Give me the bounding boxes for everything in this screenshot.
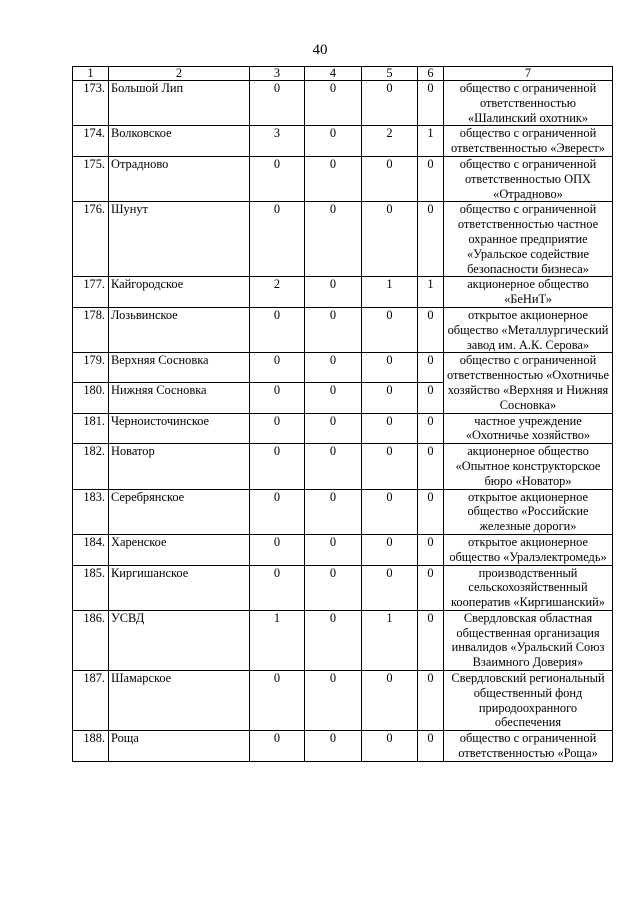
col5-value: 0 (362, 565, 418, 610)
organization: открытое акционерное общество «Металлургический завод им. А.К. Серова» (444, 307, 613, 352)
table-row (73, 156, 613, 201)
table-row (73, 565, 613, 610)
col3-value: 0 (250, 489, 305, 534)
col4-value: 0 (305, 277, 362, 308)
col5-value: 0 (362, 489, 418, 534)
table-row (73, 489, 613, 534)
organization: общество с ограниченной ответственностью «Эверест» (444, 126, 613, 157)
col6-value: 0 (418, 671, 444, 731)
ground-name: Шамарское (109, 671, 250, 731)
ground-name: Новатор (109, 444, 250, 489)
header-row (73, 67, 613, 81)
col5-value: 0 (362, 671, 418, 731)
ground-name: Верхняя Сосновка (109, 353, 250, 383)
col3-value: 0 (250, 353, 305, 383)
table-row (73, 534, 613, 565)
table-row (73, 307, 613, 352)
organization: акционерное общество «Опытное конструкторское бюро «Новатор» (444, 444, 613, 489)
col6-value: 0 (418, 489, 444, 534)
col3-value: 0 (250, 671, 305, 731)
row-number: 185. (73, 565, 109, 610)
organization: общество с ограниченной ответственностью ОПХ «Отрадново» (444, 156, 613, 201)
col4-value: 0 (305, 534, 362, 565)
col5-value: 0 (362, 307, 418, 352)
col3-value: 2 (250, 277, 305, 308)
col4-value: 0 (305, 353, 362, 383)
ground-name: Серебрянское (109, 489, 250, 534)
col4-value: 0 (305, 383, 362, 413)
ground-name: Шунут (109, 202, 250, 277)
hunting-grounds-table (72, 66, 613, 762)
ground-name: Большой Лип (109, 81, 250, 126)
organization: общество с ограниченной ответственностью «Шалинский охотник» (444, 81, 613, 126)
row-number: 181. (73, 413, 109, 444)
ground-name: УСВД (109, 610, 250, 670)
col3-value: 0 (250, 731, 305, 762)
row-number: 173. (73, 81, 109, 126)
col6-value: 0 (418, 444, 444, 489)
organization: акционерное общество «БеНиТ» (444, 277, 613, 308)
col3-value: 0 (250, 383, 305, 413)
organization: Свердловский региональный общественный фонд природоохранного обеспечения (444, 671, 613, 731)
col6-value: 0 (418, 610, 444, 670)
ground-name: Харенское (109, 534, 250, 565)
table-row (73, 126, 613, 157)
organization: открытое акционерное общество «Российские железные дороги» (444, 489, 613, 534)
row-number: 175. (73, 156, 109, 201)
col6-value: 0 (418, 202, 444, 277)
column-header: 7 (444, 67, 613, 81)
row-number: 186. (73, 610, 109, 670)
col6-value: 0 (418, 353, 444, 383)
col3-value: 0 (250, 202, 305, 277)
col6-value: 0 (418, 383, 444, 413)
col3-value: 0 (250, 565, 305, 610)
col5-value: 0 (362, 413, 418, 444)
col4-value: 0 (305, 413, 362, 444)
col4-value: 0 (305, 156, 362, 201)
col6-value: 0 (418, 81, 444, 126)
col4-value: 0 (305, 202, 362, 277)
row-number: 187. (73, 671, 109, 731)
col5-value: 0 (362, 156, 418, 201)
table-row (73, 610, 613, 670)
table-row (73, 81, 613, 126)
col5-value: 2 (362, 126, 418, 157)
ground-name: Киргишанское (109, 565, 250, 610)
row-number: 188. (73, 731, 109, 762)
col3-value: 0 (250, 534, 305, 565)
col5-value: 0 (362, 383, 418, 413)
ground-name: Волковское (109, 126, 250, 157)
row-number: 177. (73, 277, 109, 308)
ground-name: Нижняя Сосновка (109, 383, 250, 413)
col4-value: 0 (305, 565, 362, 610)
col4-value: 0 (305, 489, 362, 534)
col3-value: 0 (250, 156, 305, 201)
table-row (73, 444, 613, 489)
col6-value: 1 (418, 277, 444, 308)
organization: открытое акционерное общество «Уралэлектромедь» (444, 534, 613, 565)
organization: Свердловская областная общественная организация инвалидов «Уральский Союз Взаимного Доверия» (444, 610, 613, 670)
col3-value: 0 (250, 413, 305, 444)
col6-value: 0 (418, 731, 444, 762)
table-row (73, 277, 613, 308)
row-number: 178. (73, 307, 109, 352)
col6-value: 0 (418, 534, 444, 565)
organization: общество с ограниченной ответственностью частное охранное предприятие «Уральское содействие безопасности бизнеса» (444, 202, 613, 277)
col5-value: 1 (362, 610, 418, 670)
row-number: 176. (73, 202, 109, 277)
col6-value: 0 (418, 156, 444, 201)
col3-value: 1 (250, 610, 305, 670)
page-number: 40 (312, 42, 328, 58)
col4-value: 0 (305, 307, 362, 352)
ground-name: Роща (109, 731, 250, 762)
table-row (73, 671, 613, 731)
organization: производственный сельскохозяйственный кооператив «Киргишанский» (444, 565, 613, 610)
col3-value: 0 (250, 307, 305, 352)
col4-value: 0 (305, 671, 362, 731)
col4-value: 0 (305, 444, 362, 489)
column-header: 3 (250, 67, 305, 81)
col6-value: 0 (418, 307, 444, 352)
col6-value: 0 (418, 565, 444, 610)
col5-value: 1 (362, 277, 418, 308)
col5-value: 0 (362, 534, 418, 565)
col3-value: 3 (250, 126, 305, 157)
ground-name: Лозьвинское (109, 307, 250, 352)
column-header: 5 (362, 67, 418, 81)
row-number: 179. (73, 353, 109, 383)
col6-value: 1 (418, 126, 444, 157)
ground-name: Отрадново (109, 156, 250, 201)
organization: общество с ограниченной ответственностью «Охотничье хозяйство «Верхняя и Нижняя Сосновка» (444, 353, 613, 413)
row-number: 183. (73, 489, 109, 534)
table-row (73, 202, 613, 277)
row-number: 182. (73, 444, 109, 489)
col5-value: 0 (362, 81, 418, 126)
ground-name: Кайгородское (109, 277, 250, 308)
column-header: 6 (418, 67, 444, 81)
col5-value: 0 (362, 202, 418, 277)
organization: общество с ограниченной ответственностью «Роща» (444, 731, 613, 762)
row-number: 184. (73, 534, 109, 565)
col6-value: 0 (418, 413, 444, 444)
col3-value: 0 (250, 81, 305, 126)
table-row (73, 731, 613, 762)
ground-name: Черноисточинское (109, 413, 250, 444)
col5-value: 0 (362, 444, 418, 489)
col4-value: 0 (305, 731, 362, 762)
col4-value: 0 (305, 126, 362, 157)
col4-value: 0 (305, 610, 362, 670)
col5-value: 0 (362, 731, 418, 762)
column-header: 4 (305, 67, 362, 81)
col5-value: 0 (362, 353, 418, 383)
row-number: 174. (73, 126, 109, 157)
column-header: 1 (73, 67, 109, 81)
col4-value: 0 (305, 81, 362, 126)
row-number: 180. (73, 383, 109, 413)
table-row (73, 413, 613, 444)
col3-value: 0 (250, 444, 305, 489)
organization: частное учреждение «Охотничье хозяйство» (444, 413, 613, 444)
table-row (73, 353, 613, 383)
column-header: 2 (109, 67, 250, 81)
